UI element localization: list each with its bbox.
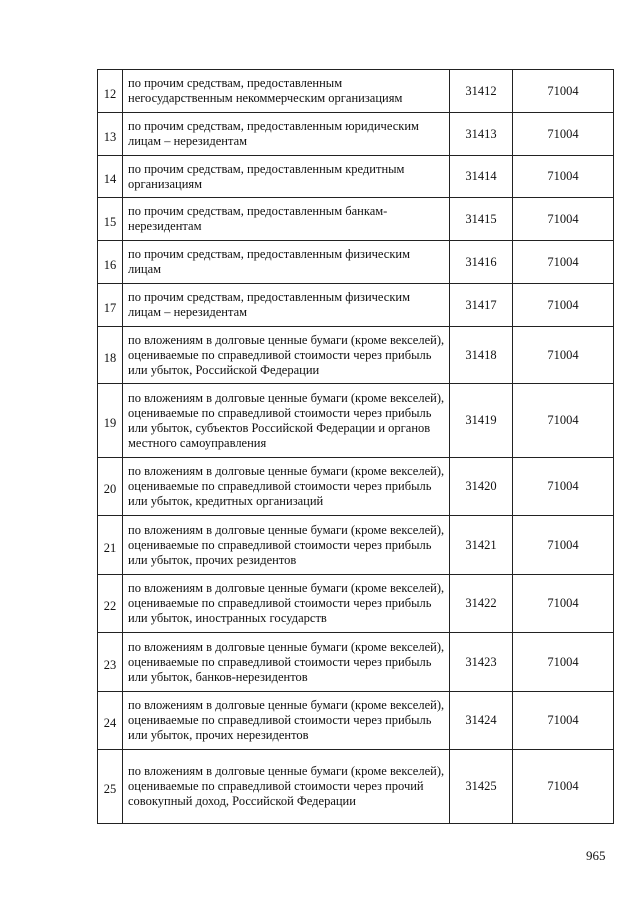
table-row: [98, 113, 614, 156]
row-code: 31412: [450, 70, 513, 113]
row-code: 31414: [450, 156, 513, 198]
row-number: 13: [98, 113, 123, 156]
row-account: 71004: [513, 113, 614, 156]
row-description: по вложениям в долговые ценные бумаги (кроме векселей), оцениваемые по справедливой стоимости через прибыль или убыток, субъектов Российской Федерации и органов местного самоуправления: [123, 384, 450, 458]
row-account: 71004: [513, 692, 614, 750]
row-description: по вложениям в долговые ценные бумаги (кроме векселей), оцениваемые по справедливой стоимости через прибыль или убыток, прочих резидентов: [123, 516, 450, 575]
row-code: 31422: [450, 575, 513, 633]
row-account: 71004: [513, 241, 614, 284]
row-number: 19: [98, 384, 123, 458]
table-row: [98, 516, 614, 575]
table-row: [98, 750, 614, 824]
row-account: 71004: [513, 516, 614, 575]
row-code: 31425: [450, 750, 513, 824]
row-number: 24: [98, 692, 123, 750]
row-description: по вложениям в долговые ценные бумаги (кроме векселей), оцениваемые по справедливой стоимости через прибыль или убыток, Российской Федерации: [123, 327, 450, 384]
row-number: 23: [98, 633, 123, 692]
row-description: по вложениям в долговые ценные бумаги (кроме векселей), оцениваемые по справедливой стоимости через прибыль или убыток, банков-нерезидентов: [123, 633, 450, 692]
row-account: 71004: [513, 633, 614, 692]
row-code: 31413: [450, 113, 513, 156]
row-account: 71004: [513, 384, 614, 458]
table-row: [98, 284, 614, 327]
row-description: по прочим средствам, предоставленным банкам-нерезидентам: [123, 198, 450, 241]
table-row: [98, 70, 614, 113]
row-number: 14: [98, 156, 123, 198]
table-row: [98, 692, 614, 750]
row-number: 12: [98, 70, 123, 113]
row-description: по прочим средствам, предоставленным юридическим лицам – нерезидентам: [123, 113, 450, 156]
table-row: [98, 384, 614, 458]
row-description: по прочим средствам, предоставленным негосударственным некоммерческим организациям: [123, 70, 450, 113]
row-description: по вложениям в долговые ценные бумаги (кроме векселей), оцениваемые по справедливой стоимости через прибыль или убыток, иностранных государств: [123, 575, 450, 633]
row-number: 18: [98, 327, 123, 384]
row-code: 31423: [450, 633, 513, 692]
row-code: 31420: [450, 458, 513, 516]
row-number: 17: [98, 284, 123, 327]
row-account: 71004: [513, 750, 614, 824]
row-code: 31416: [450, 241, 513, 284]
row-code: 31424: [450, 692, 513, 750]
row-description: по прочим средствам, предоставленным кредитным организациям: [123, 156, 450, 198]
row-code: 31418: [450, 327, 513, 384]
row-account: 71004: [513, 198, 614, 241]
table-row: [98, 633, 614, 692]
row-code: 31415: [450, 198, 513, 241]
table-body: [98, 70, 614, 824]
row-code: 31419: [450, 384, 513, 458]
row-description: по вложениям в долговые ценные бумаги (кроме векселей), оцениваемые по справедливой стоимости через прочий совокупный доход, Российской Федерации: [123, 750, 450, 824]
row-number: 22: [98, 575, 123, 633]
row-code: 31421: [450, 516, 513, 575]
row-description: по вложениям в долговые ценные бумаги (кроме векселей), оцениваемые по справедливой стоимости через прибыль или убыток, кредитных организаций: [123, 458, 450, 516]
table-row: [98, 575, 614, 633]
row-description: по прочим средствам, предоставленным физическим лицам – нерезидентам: [123, 284, 450, 327]
row-number: 20: [98, 458, 123, 516]
row-code: 31417: [450, 284, 513, 327]
row-description: по вложениям в долговые ценные бумаги (кроме векселей), оцениваемые по справедливой стоимости через прибыль или убыток, прочих нерезидентов: [123, 692, 450, 750]
row-number: 16: [98, 241, 123, 284]
table-row: [98, 156, 614, 198]
table-row: [98, 458, 614, 516]
accounts-table: [97, 69, 614, 824]
table-row: [98, 241, 614, 284]
table-row: [98, 198, 614, 241]
row-account: 71004: [513, 70, 614, 113]
row-description: по прочим средствам, предоставленным физическим лицам: [123, 241, 450, 284]
row-account: 71004: [513, 327, 614, 384]
row-account: 71004: [513, 458, 614, 516]
row-account: 71004: [513, 156, 614, 198]
page-number: 965: [586, 848, 606, 863]
row-account: 71004: [513, 284, 614, 327]
row-number: 25: [98, 750, 123, 824]
table-row: [98, 327, 614, 384]
row-number: 15: [98, 198, 123, 241]
row-number: 21: [98, 516, 123, 575]
row-account: 71004: [513, 575, 614, 633]
